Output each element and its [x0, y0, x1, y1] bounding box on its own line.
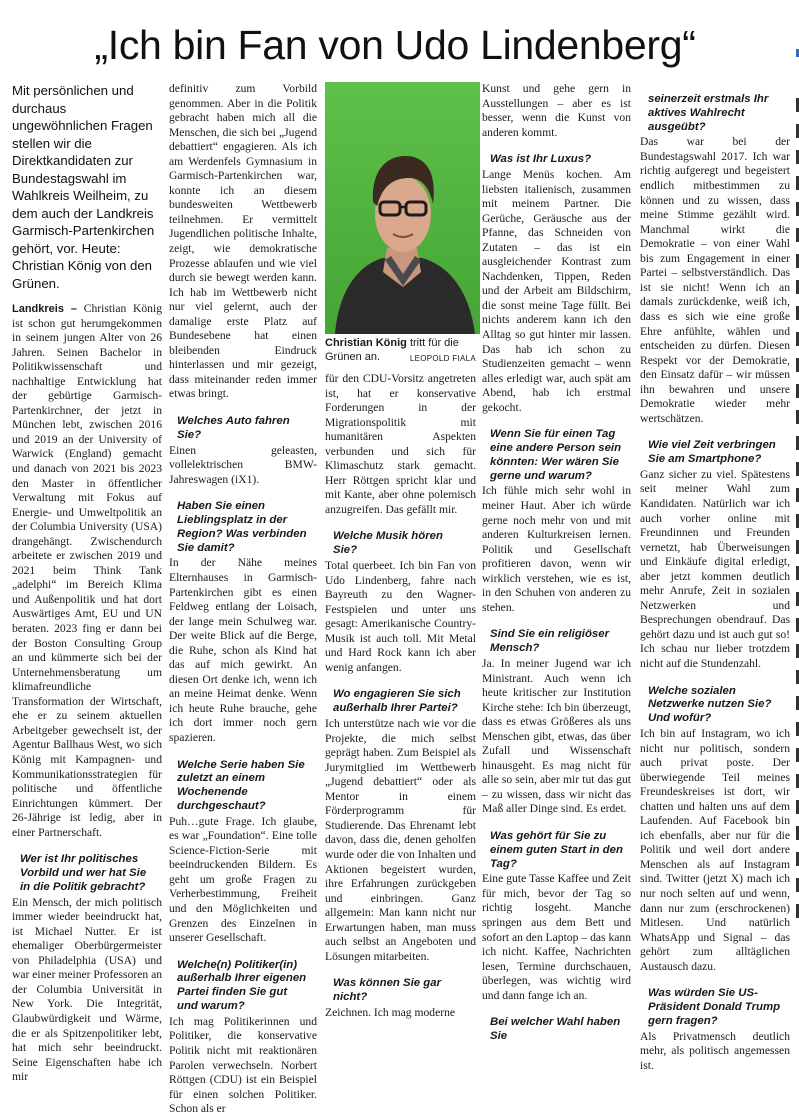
answer-text: Puh…gute Frage. Ich glaube, es war „Foundation“. Eine tolle Science-Fiction-Serie mit beeindruckenden Bildern. Es geht um große Fragen zu Verherbestimmung, Freiheit und den Möglichkeiten und Grenzen des Einzelnen in unserer Gesellschaft. [169, 814, 317, 945]
answer-text: Ich mag Politikerinnen und Politiker, die konservative Politik nicht mit reaktionären Parolen verwechseln. Norbert Röttgen (CDU) ist ein Beispiel für einen solchen Politiker. Schon als er [169, 1014, 317, 1116]
body-text: Christian König ist schon gut herumgekommen in seinem jungen Alter von 26 Jahren. Seinen Bachelor in Politikwissenschaft und nachhaltige Entwicklung hat der gebürtige Garmisch-Partenkirchner, der jetzt in München lebt, zwischen 2016 und 2019 an der University of Warwick (England) gemacht und danach von 2021 bis 2023 den Master in öffentlicher Verwaltung mit Fokus auf Energie- und Umweltpolitik an der Columbia University (USA) drangehängt. Zwischendurch arbeitete er zwischen 2019 und 2021 beim Think Tank „adelphi“ im Bereich Klima und Außenpolitik und hat dort Auswärtiges Amt, EU und UN beraten. 2023 fing er dann bei der Boston Consulting Group an und kümmerte sich bei der Unternehmensberatung um klimafreundliche Transformation der Wirtschaft, ehe er zu seinem aktuellen Arbeitgeber gewechselt ist, der Agentur Ballhaus West, wo sich König mit Kampagnen- und Kommunikationsstrategien für politische und öffentliche Einrichtungen kümmert. Der 26-Jährige ist ledig, aber in einer Partnerschaft. [12, 302, 162, 839]
answer-text: Zeichnen. Ich mag moderne [325, 1005, 456, 1019]
question-heading: Bei welcher Wahl haben Sie [490, 1016, 621, 1043]
answer-text: Kunst und gehe gern in Ausstellungen – aber es ist besser, wenn die Kunst von anderen kommt. [482, 82, 631, 139]
answer-text: Das war bei der Bundestagswahl 2017. Ich war richtig aufgeregt und begeistert endlich mitbestimmen zu können und zu wissen, dass meine Stimme gezählt wird. Manchmal wirkt die Demokratie – von einer Wahl bis zum Engagement in einer Partei – selbstverständlich. Das ist sie nicht! Wenn ich an damals zurückdenke, weiß ich, dass es sich wie eine große Ehre anfühlte, wählen und entscheiden zu dürfen. Diesen Respekt vor der Demokratie, den Einsatz dafür – wir müssen ihn bewahren und unsere Demokratie wieder mehr wertschätzen. [640, 135, 790, 425]
question-heading: Was würden Sie US-Präsident Donald Trump gern fragen? [648, 987, 781, 1027]
answer-text: Eine gute Tasse Kaffee und Zeit für mich, bevor der Tag so richtig losgeht. Manche springen aus dem Bett und sofort an den Laptop – das kann ich nicht. Kaffee, Nachrichten lesen, Termine durchschauen, überlegen, was wichtig wird und dann fange ich an. [482, 872, 631, 1002]
answer-text: In der Nähe meines Elternhauses in Garmisch-Partenkirchen gibt es einen Feldweg entlang der Loisach, der lange mein Schulweg war. Der weite Blick auf die Berge, die Ruhe, schon als Kind hat das auf mich gewirkt. An diesen Ort denke ich, wenn ich an meine Heimat denke. Wenn ich heute Ruhe brauche, gehe ich dort immer noch gern spazieren. [169, 556, 317, 745]
answer-text: Lange Menüs kochen. Am liebsten italienisch, zusammen mit meinem Partner. Die Gerüche, Geräusche aus der Pfanne, das Schneiden von Zutaten – das ist ein ausgleichender Kontrast zum Nachdenken, Tippen, Reden und der Arbeit am Bildschirm, die sonst meine Tage füllt. Bei nichts anderem kann ich den Alltag so gut hinter mir lassen. Das hab ich schon zu Studienzeiten gemacht – wenn alles erledigt war, auch spät am Abend, hab ich erstmal gekocht. [482, 167, 631, 414]
column-4 [482, 82, 631, 1043]
question-heading: seinerzeit erstmals Ihr aktives Wahlrecht ausgeübt? [648, 93, 769, 133]
answer-text: Ein Mensch, der mich politisch immer wieder beeindruckt hat, ist Michael Nutter. Er ist ehemaliger Oberbürgermeister von Philadelphia (USA) und war einer meiner Professoren an der Columbia Universität in New York. Die Integrität, Glaubwürdigkeit und Wärme, die er als Spitzenpolitiker lebt, hat mich sehr beeindruckt. Seine Eigenschaften habe ich mir [12, 895, 163, 1084]
question-heading: Welches Auto fahren Sie? [177, 415, 290, 441]
answer-text: für den CDU-Vorsitz angetreten ist, hat er konservative Forderungen in der Migrationspolitik mit humanitären Aspekten verbunden und sich für Klimaschutz stark gemacht. Herr Röttgen spricht klar und mit Kante, aber ohne polemisch anzugreifen. Das gefällt mir. [325, 372, 476, 516]
question-heading: Was ist Ihr Luxus? [490, 153, 592, 166]
question-heading: Wo engagieren Sie sich außerhalb Ihrer Partei? [333, 688, 461, 715]
question-heading: Was gehört für Sie zu einem guten Start in den Tag? [490, 830, 623, 870]
question-heading: Wenn Sie für einen Tag eine andere Person sein könnten: Wer wären Sie gerne und warum? [490, 428, 622, 482]
answer-text: Ich unterstütze nach wie vor die Projekte, die mich selbst geprägt haben. Zum Beispiel als Jurymitglied im Wettbewerb „Jugend debattiert“ oder als Mentor in einem Förderprogramm für Studierende. Das Ehrenamt lebt davon, dass die, denen geholfen wurde oder die von Inhalten und Aktionen begeistert wurden, ihre Erfahrungen zurückgeben und einbringen. Ganz allgemein: Man kann nicht nur Erwartungen haben, man muss auch selbst an Angeboten und Lösungen mitarbeiten. [325, 717, 476, 963]
question-heading: Welche sozialen Netzwerke nutzen Sie? Und wofür? [648, 684, 772, 725]
photo-caption [325, 337, 476, 364]
caption-name: Christian König [325, 337, 407, 349]
answer-text: Ich fühle mich sehr wohl in meiner Haut. Aber ich würde gerne noch mehr von und mit anderen Kulturkreisen lernen. Politik und Gesellschaft profitieren davon, wenn wir wirklich verstehen, wie es ist, in den Schuhen von anderen zu stehen. [482, 484, 631, 614]
answer-text: Ich bin auf Instagram, wo ich nicht nur politisch, sondern auch privat poste. Der überwiegende Teil meines Freundeskreises ist dort, wir chatten und halten uns auf dem Laufenden. Auf Facebook bin ich ebenfalls, aber nur für die Politik und weil dort andere Menschen als auf Instagram sind. Twitter (jetzt X) mach ich nur noch selten auf und wenn, dann nur zum (erschrockenen) Mitlesen. Und natürlich WhatsApp und Signal – das gehört zum alltäglichen Austausch dazu. [640, 726, 790, 973]
answer-text: definitiv zum Vorbild genommen. Aber in die Politik gebracht haben mich all die Menschen, die sich bei „Jugend debattiert“ engagieren. Als ich am Werdenfels Gymnasium in Garmisch-Partenkirchen war, konnte ich an diesem bundesweiten Wettbewerb teilnehmen. Er vermittelt Jugendlichen politische Inhalte, zeigt, wie demokratische Prozesse ablaufen und wie viel durch sie bewegt werden kann. Ich hab im Wettbewerb nicht nur viel gelernt, auch der damalige erste Platz auf Bundesebene hat einen bleibenden Eindruck hinterlassen und mir gezeigt, dass miteinander reden immer etwas bringt. [169, 82, 317, 401]
question-heading: Welche Serie haben Sie zuletzt an einem Wochenende durchgeschaut? [177, 758, 305, 812]
answer-text: Ganz sicher zu viel. Spätestens seit meiner Wahl zum Kandidaten. Natürlich war ich auch vorher online mit Freundinnen und Freunden vernetzt, hab Überweisungen und Einkäufe digital erledigt, aber jetzt kommen deutlich mehr Anrufe, Zeit in sozialen Netzwerken und Besprechungen obendrauf. Das gehört dazu und ist auch gut so! Ich schau nur lieber trotzdem nicht auf die Stundenzahl. [640, 467, 790, 671]
question-heading: Welche(n) Politiker(in) außerhalb Ihrer eigenen Partei finden Sie gut und warum? [177, 958, 307, 1013]
answer-text: Ja. In meiner Jugend war ich Ministrant. Auch wenn ich heute kritischer zur Institution Kirche stehe: Ich bin überzeugt, dass es etwas Größeres als uns Menschen gibt, etwas, das über Zufall und Wissenschaft hinausgeht. Es mag nicht für alle so sein, aber mir tut das gut – zu wissen, dass wir nicht das Maß aller Dinge sind. Es erdet. [482, 656, 631, 816]
portrait-photo [325, 82, 480, 334]
question-heading: Was können Sie gar nicht? [333, 977, 442, 1004]
answer-text: Einen geleasten, vollelektrischen BMW-Jahreswagen (iX1). [169, 443, 317, 486]
body-paragraph [12, 302, 162, 840]
portrait-photo-block [325, 82, 476, 364]
portrait-illustration [325, 82, 480, 334]
column-1 [12, 82, 163, 1084]
question-heading: Wer ist Ihr politisches Vorbild und wer hat Sie in die Politik gebracht? [20, 853, 147, 893]
question-heading: Sind Sie ein religiöser Mensch? [490, 628, 610, 655]
answer-text: Als Privatmensch deutlich mehr, als politisch angemessen ist. [640, 1029, 790, 1072]
column-5 [640, 80, 790, 1072]
intro-text: Mit persönlichen und durchaus ungewöhnlichen Fragen stellen wir die Direktkandidaten zur Bundestagswahl im Wahlkreis Weilheim, zu dem auch der Landkreis Garmisch-Partenkirchen gehört, vor. Heute: Christian König von den Grünen. [12, 83, 155, 291]
caption-text: tritt für die Grünen an. [325, 337, 459, 363]
headline: „Ich bin Fan von Udo Lindenberg“ [94, 22, 696, 68]
question-heading: Haben Sie einen Lieblingsplatz in der Region? Was verbinden Sie damit? [177, 500, 307, 554]
photo-credit: LEOPOLD FIALA [409, 353, 476, 363]
question-heading: Welche Musik hören Sie? [333, 530, 443, 557]
question-heading: Wie viel Zeit verbringen Sie am Smartphone? [648, 439, 776, 466]
column-3 [325, 82, 476, 1019]
answer-text: Total querbeet. Ich bin Fan von Udo Lindenberg, fahre nach Bayreuth zu den Wagner-Festspielen und unter uns gesagt: Amerikanische Country-Musik ist auch toll. Mit Metal und Hard Rock kann ich aber wenig anfangen. [325, 559, 476, 674]
dateline: Landkreis – [12, 303, 77, 315]
column-2 [169, 82, 317, 1116]
